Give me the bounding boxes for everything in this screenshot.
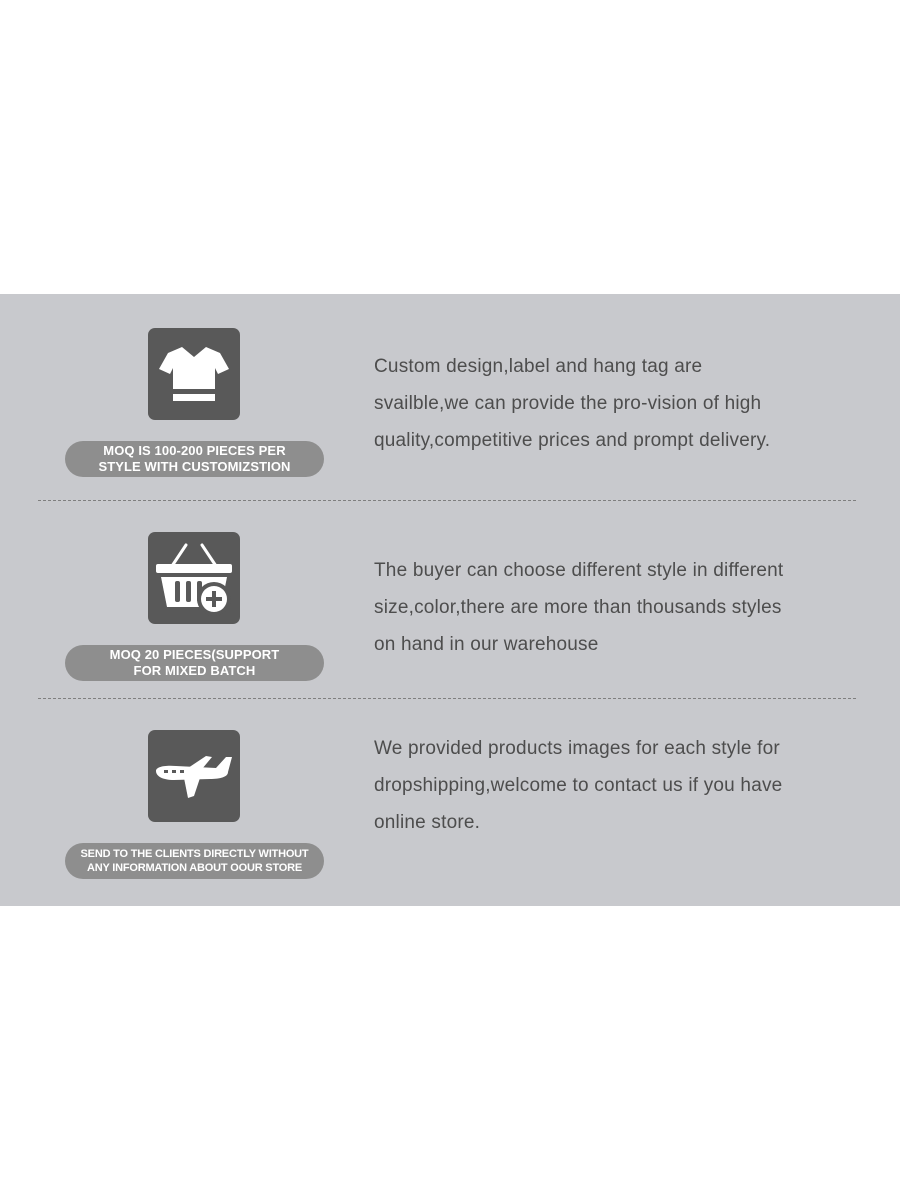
moq-badge-line-1: MOQ 20 PIECES(SUPPORT xyxy=(109,647,280,662)
feature-row-dropshipping xyxy=(0,696,900,894)
features-panel xyxy=(0,294,900,906)
description-line: online store. xyxy=(374,812,481,833)
moq-badge xyxy=(65,645,324,681)
description-line: We provided products images for each style for xyxy=(374,738,780,759)
feature-row-mixed-batch xyxy=(0,498,900,696)
feature-row-customization xyxy=(0,294,900,492)
description-line: Custom design,label and hang tag are xyxy=(374,356,703,377)
airplane-icon xyxy=(148,730,240,822)
moq-badge-line-2: STYLE WITH CUSTOMIZSTION xyxy=(98,459,291,474)
description-line: quality,competitive prices and prompt delivery. xyxy=(374,430,771,451)
shopping-basket-add-icon xyxy=(148,532,240,624)
moq-badge-line-2: FOR MIXED BATCH xyxy=(133,663,256,678)
shipping-badge xyxy=(65,843,324,879)
feature-description xyxy=(374,552,854,663)
description-line: svailble,we can provide the pro-vision of high xyxy=(374,393,762,414)
feature-description xyxy=(374,730,854,841)
description-line: The buyer can choose different style in different xyxy=(374,560,784,581)
t-shirt-icon xyxy=(148,328,240,420)
moq-badge-line-1: MOQ IS 100-200 PIECES PER xyxy=(103,443,286,458)
shipping-badge-line-1: SEND TO THE CLIENTS DIRECTLY WITHOUT xyxy=(80,848,309,860)
description-line: size,color,there are more than thousands styles xyxy=(374,597,782,618)
moq-badge xyxy=(65,441,324,477)
feature-description xyxy=(374,348,854,459)
description-line: dropshipping,welcome to contact us if you have xyxy=(374,775,783,796)
description-line: on hand in our warehouse xyxy=(374,634,599,655)
shipping-badge-line-2: ANY INFORMATION ABOUT OOUR STORE xyxy=(86,862,302,874)
